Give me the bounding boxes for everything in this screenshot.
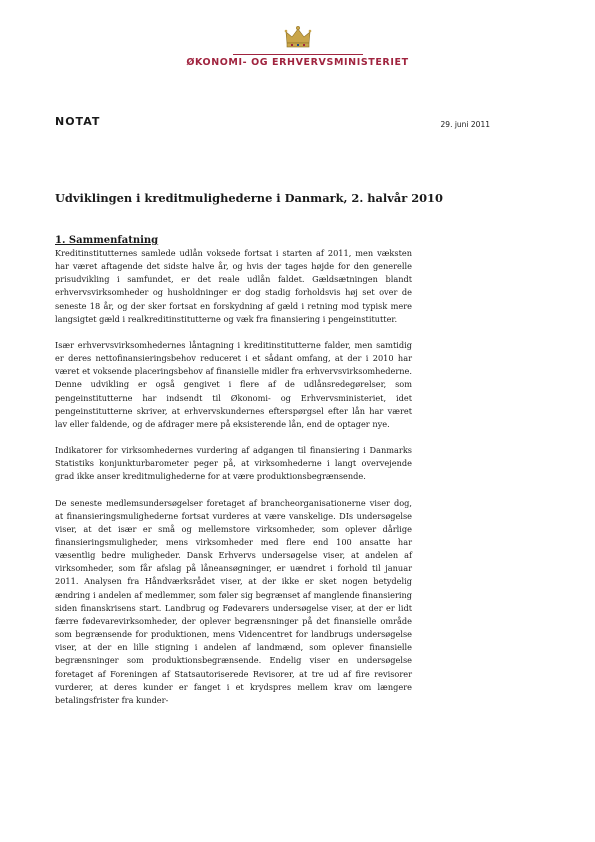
document-body <box>55 234 412 720</box>
paragraph: Især erhvervsvirksomhedernes låntagning i kreditinstitutterne falder, men samtidig er deres nettofinansieringsbehov reduceret i et sådant omfang, at der i 2010 har været et voksende placeringsbehov af finansielle midler fra erhvervsvirksomhederne. Denne udvikling er også gengivet i flere af de udlånsredegørelser, som pengeinstitutterne har indsendt til Økonomi- og Erhvervsministeriet, idet pengeinstitutterne skriver, at erhvervskundernes efterspørgsel efter lån har været lav eller faldende, og de afdrager mere på eksisterende lån, end de optager nye. <box>55 339 412 429</box>
paragraph: De seneste medlemsundersøgelser foretaget af brancheorganisationerne viser dog, at finansieringsmulighederne fortsat vurderes at være vanskelige. DIs undersøgelse viser, at det især er små og mellemstore virksomheder, som oplever dårlige finansieringsmuligheder, mens virksomheder med flere end 100 ansatte har væsentlig bedre muligheder. Dansk Erhvervs undersøgelse viser, at andelen af virksomheder, som får afslag på låneansøgninger, er uændret i forhold til januar 2011. Analysen fra Håndværksrådet viser, at der ikke er sket nogen betydelig ændring i andelen af medlemmer, som føler sig begrænset af manglende finansiering siden finanskrisens start. Landbrug og Fødevarers undersøgelse viser, at der er lidt færre fødevarevirksomheder, der oplever begrænsninger på det finansielle område som begrænsende for produktionen, mens Videncentret for landbrugs undersøgelse viser, at der en lille stigning i andelen af landmænd, som oplever finansielle begrænsninger som produktionsbegrænsende. Endelig viser en undersøgelse foretaget af Foreningen af Statsautoriserede Revisorer, at tre ud af fire revisorer vurderer, at deres kunder er fanget i et krydspres mellem krav om længere betalingsfrister fra kunder- <box>55 497 412 705</box>
document-title: Udviklingen i kreditmulighederne i Danmark, 2. halvår 2010 <box>55 191 443 205</box>
document-date: 29. juni 2011 <box>440 120 490 129</box>
paragraph: Kreditinstitutternes samlede udlån voksede fortsat i starten af 2011, men væksten har været aftagende det sidste halve år, og hvis der tages højde for den generelle prisudvikling i samfundet, er det reale udlån faldet. Gældsætningen blandt erhvervsvirksomheder og husholdninger er dog stadig forholdsvis høj set over de seneste 18 år, og der sker fortsat en forskydning af gæld i retning mod typisk mere langsigtet gæld i realkreditinstitutterne og væk fra finansiering i pengeinstitutter. <box>55 248 412 324</box>
paragraph: Indikatorer for virksomhedernes vurdering af adgangen til finansiering i Danmarks Statistiks konjunkturbarometer peger på, at virksomhederne i langt overvejende grad ikke anser kreditmulighederne for at være produktionsbegrænsende. <box>55 445 412 482</box>
section-heading: 1. Sammenfatning <box>55 235 159 246</box>
crown-icon <box>284 25 312 51</box>
header-rule <box>233 54 363 55</box>
ministry-name: ØKONOMI- OG ERHVERVSMINISTERIET <box>186 57 409 68</box>
document-type-label: NOTAT <box>55 115 101 128</box>
